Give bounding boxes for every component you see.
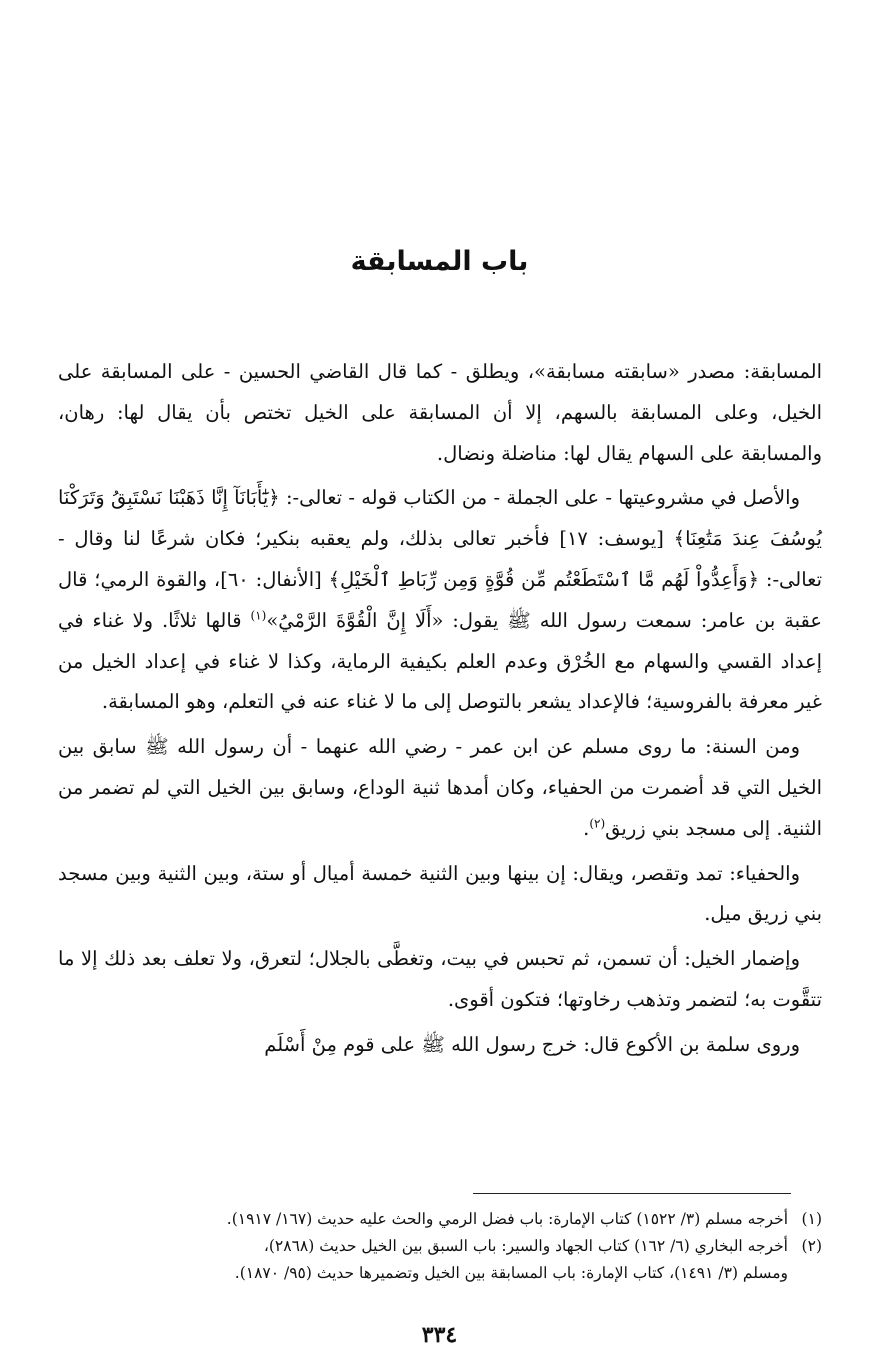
body-text [58,352,822,1070]
paragraph: وروى سلمة بن الأكوع قال: خرج رسول الله ﷺ على قوم مِنْ أَسْلَم [264,1032,800,1056]
paragraph: المسابقة: مصدر «سابقته مسابقة»، ويطلق - كما قال القاضي الحسين - على المسابقة على الخيل، وعلى المسابقة بالسهم، إلا أن المسابقة على الخيل تختص بأن يقال لها: رهان، والمسابقة على السهام يقال لها: مناضلة ونضال. [58,360,822,465]
footnote [58,1206,822,1233]
paragraph: والحفياء: تمد وتقصر، ويقال: إن بينها وبين الثنية خمسة أميال أو ستة، وبين الثنية وبين مسجد بني زريق ميل. [58,861,822,926]
paragraph [58,478,822,723]
chapter-title: باب المسابقة [350,246,529,277]
footnote-ref: (١) [250,608,267,623]
footnote-text: أخرجه مسلم (٣/ ١٥٢٢) كتاب الإمارة: باب فضل الرمي والحث عليه حديث (١٦٧/ ١٩١٧). [226,1210,788,1228]
footnote-number: (١) [801,1210,822,1228]
footnote-continuation: ومسلم (٣/ ١٤٩١)، كتاب الإمارة: باب المسابقة بين الخيل وتضميرها حديث (٩٥/ ١٨٧٠). [234,1264,788,1282]
paragraph-text: ومن السنة: ما روى مسلم عن ابن عمر - رضي الله عنهما - أن رسول الله ﷺ سابق بين الخيل التي قد أضمرت من الحفياء، وكان أمدها ثنية الوداع، وسابق بين الخيل التي لم تضمر من الثنية. إلى مسجد بني زريق [58,735,822,840]
footnote-text: أخرجه البخاري (٦/ ١٦٢) كتاب الجهاد والسير: باب السبق بين الخيل حديث (٢٨٦٨)، [263,1237,788,1255]
footnote [58,1233,822,1260]
paragraph-text: والأصل في مشروعيتها - على الجملة - من الكتاب قوله - تعالى-: ﴿يَٰٓأَبَانَآ إِنَّا ذَهَبْنَا نَسْتَبِقُ وَتَرَكْنَا يُوسُفَ عِندَ مَتَٰعِنَا﴾ [يوسف: ١٧] فأخبر تعالى بذلك، ولم يعقبه بنكير؛ فكان شرعًا لنا وقال - تعالى-: ﴿وَأَعِدُّواْ لَهُم مَّا ٱسْتَطَعْتُم مِّن قُوَّةٍ وَمِن رِّبَاطِ ٱلْخَيْلِ﴾ [الأنفال: ٦٠]، والقوة الرمي؛ قال عقبة بن عامر: سمعت رسول الله ﷺ يقول: «أَلَا إِنَّ الْقُوَّةَ الرَّمْيُ» [58,486,823,632]
footnotes [58,1206,822,1287]
paragraph: ومن السنة: ما روى مسلم عن ابن عمر - رضي الله عنهما - أن رسول الله ﷺ سابق بين الخيل التي قد أضمرت من الحفياء، وكان أمدها ثنية الوداع، وسابق بين الخيل التي لم تضمر من الثنية. إلى مسجد بني زريق$^{(٢)}$. [58,735,822,840]
paragraph: وإضمار الخيل: أن تسمن، ثم تحبس في بيت، وتغطَّى بالجلال؛ لتعرق، ولا تعلف بعد ذلك إلا ما تتقَّوت به؛ لتضمر وتذهب رخاوتها؛ فتكون أقوى. [58,947,822,1011]
page-number: ٣٣٤ [421,1322,458,1348]
footnote-divider [473,1193,791,1194]
footnote-ref: (٢) [589,816,606,831]
paragraph-text: قالها ثلاثًا. ولا غناء في إعداد القسي والسهام مع الخُرْق وعدم العلم بكيفية الرماية، وكذا لا غناء في إعداد الخيل من غير معرفة بالفروسية؛ فالإعداد يشعر بالتوصل إلى ما لا غناء عنه في التعلم، وهو المسابقة. [58,608,822,714]
footnote-number: (٢) [801,1237,822,1255]
